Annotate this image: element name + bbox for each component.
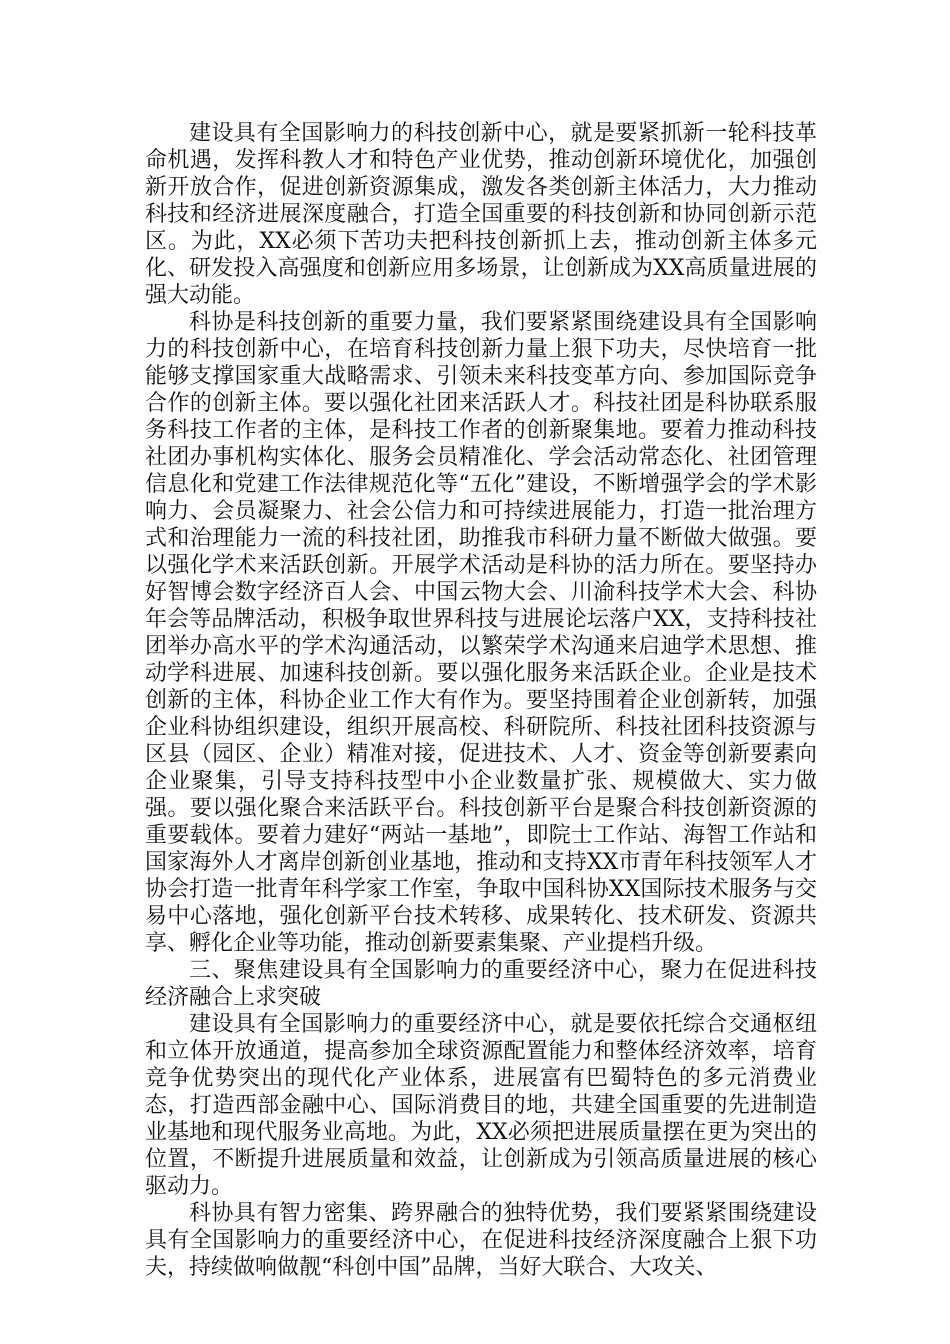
paragraph-economic-center-intro: 建设具有全国影响力的重要经济中心，就是要依托综合交通枢纽和立体开放通道，提高参加全球资源配置能力和整体经济效率，培育竞争优势突出的现代化产业体系，进展富有巴蜀特色的多元消费业态，打造西部金融中心、国际消费目的地，共建全国重要的先进制造业基地和现代服务业高地。为此，XX必须把进展质量摆在更为突出的位置，不断提升进展质量和效益，让创新成为引领高质量进展的核心驱动力。	[145, 1012, 817, 1199]
paragraph-science-association-role: 科协是科技创新的重要力量，我们要紧紧围绕建设具有全国影响力的科技创新中心，在培育科技创新力量上狠下功夫，尽快培育一批能够支撑国家重大战略需求、引领未来科技变革方向、参加国际竞争合作的创新主体。要以强化社团来活跃人才。科技社团是科协联系服务科技工作者的主体，是科技工作者的创新聚集地。要着力推动科技社团办事机构实体化、服务会员精准化、学会活动常态化、社团管理信息化和党建工作法律规范化等“五化”建设，不断增强学会的学术影响力、会员凝聚力、社会公信力和可持续进展能力，打造一批治理方式和治理能力一流的科技社团，助推我市科研力量不断做大做强。要以强化学术来活跃创新。开展学术活动是科协的活力所在。要坚持办好智博会数字经济百人会、中国云物大会、川渝科技学术大会、科协年会等品牌活动，积极争取世界科技与进展论坛落户XX，支持科技社团举办高水平的学术沟通活动，以繁荣学术沟通来启迪学术思想、推动学科进展、加速科技创新。要以强化服务来活跃企业。企业是技术创新的主体，科协企业工作大有作为。要坚持围着企业创新转，加强企业科协组织建设，组织开展高校、科研院所、科技社团科技资源与区县（园区、企业）精准对接，促进技术、人才、资金等创新要素向企业聚集，引导支持科技型中小企业数量扩张、规模做大、实力做强。要以强化聚合来活跃平台。科技创新平台是聚合科技创新资源的重要载体。要着力建好“两站一基地”，即院士工作站、海智工作站和国家海外人才离岸创新创业基地，推动和支持XX市青年科技领军人才协会打造一批青年科学家工作室，争取中国科协XX国际技术服务与交易中心落地，强化创新平台技术转移、成果转化、技术研发、资源共享、孵化企业等功能，推动创新要素集聚、产业提档升级。	[145, 310, 817, 956]
section-heading-economic-center: 三、聚焦建设具有全国影响力的重要经济中心，聚力在促进科技经济融合上求突破	[145, 958, 817, 1010]
paragraph-science-economy-fusion: 科协具有智力密集、跨界融合的独特优势，我们要紧紧围绕建设具有全国影响力的重要经济中心，在促进科技经济深度融合上狠下功夫，持续做响做靓“科创中国”品牌，当好大联合、大攻关、	[145, 1201, 817, 1280]
document-body	[145, 120, 817, 1281]
paragraph-science-center-intro: 建设具有全国影响力的科技创新中心，就是要紧抓新一轮科技革命机遇，发挥科教人才和特色产业优势，推动创新环境优化，加强创新开放合作，促进创新资源集成，激发各类创新主体活力，大力推动科技和经济进展深度融合，打造全国重要的科技创新和协同创新示范区。为此，XX必须下苦功夫把科技创新抓上去，推动创新主体多元化、研发投入高强度和创新应用多场景，让创新成为XX高质量进展的强大动能。	[145, 121, 817, 308]
